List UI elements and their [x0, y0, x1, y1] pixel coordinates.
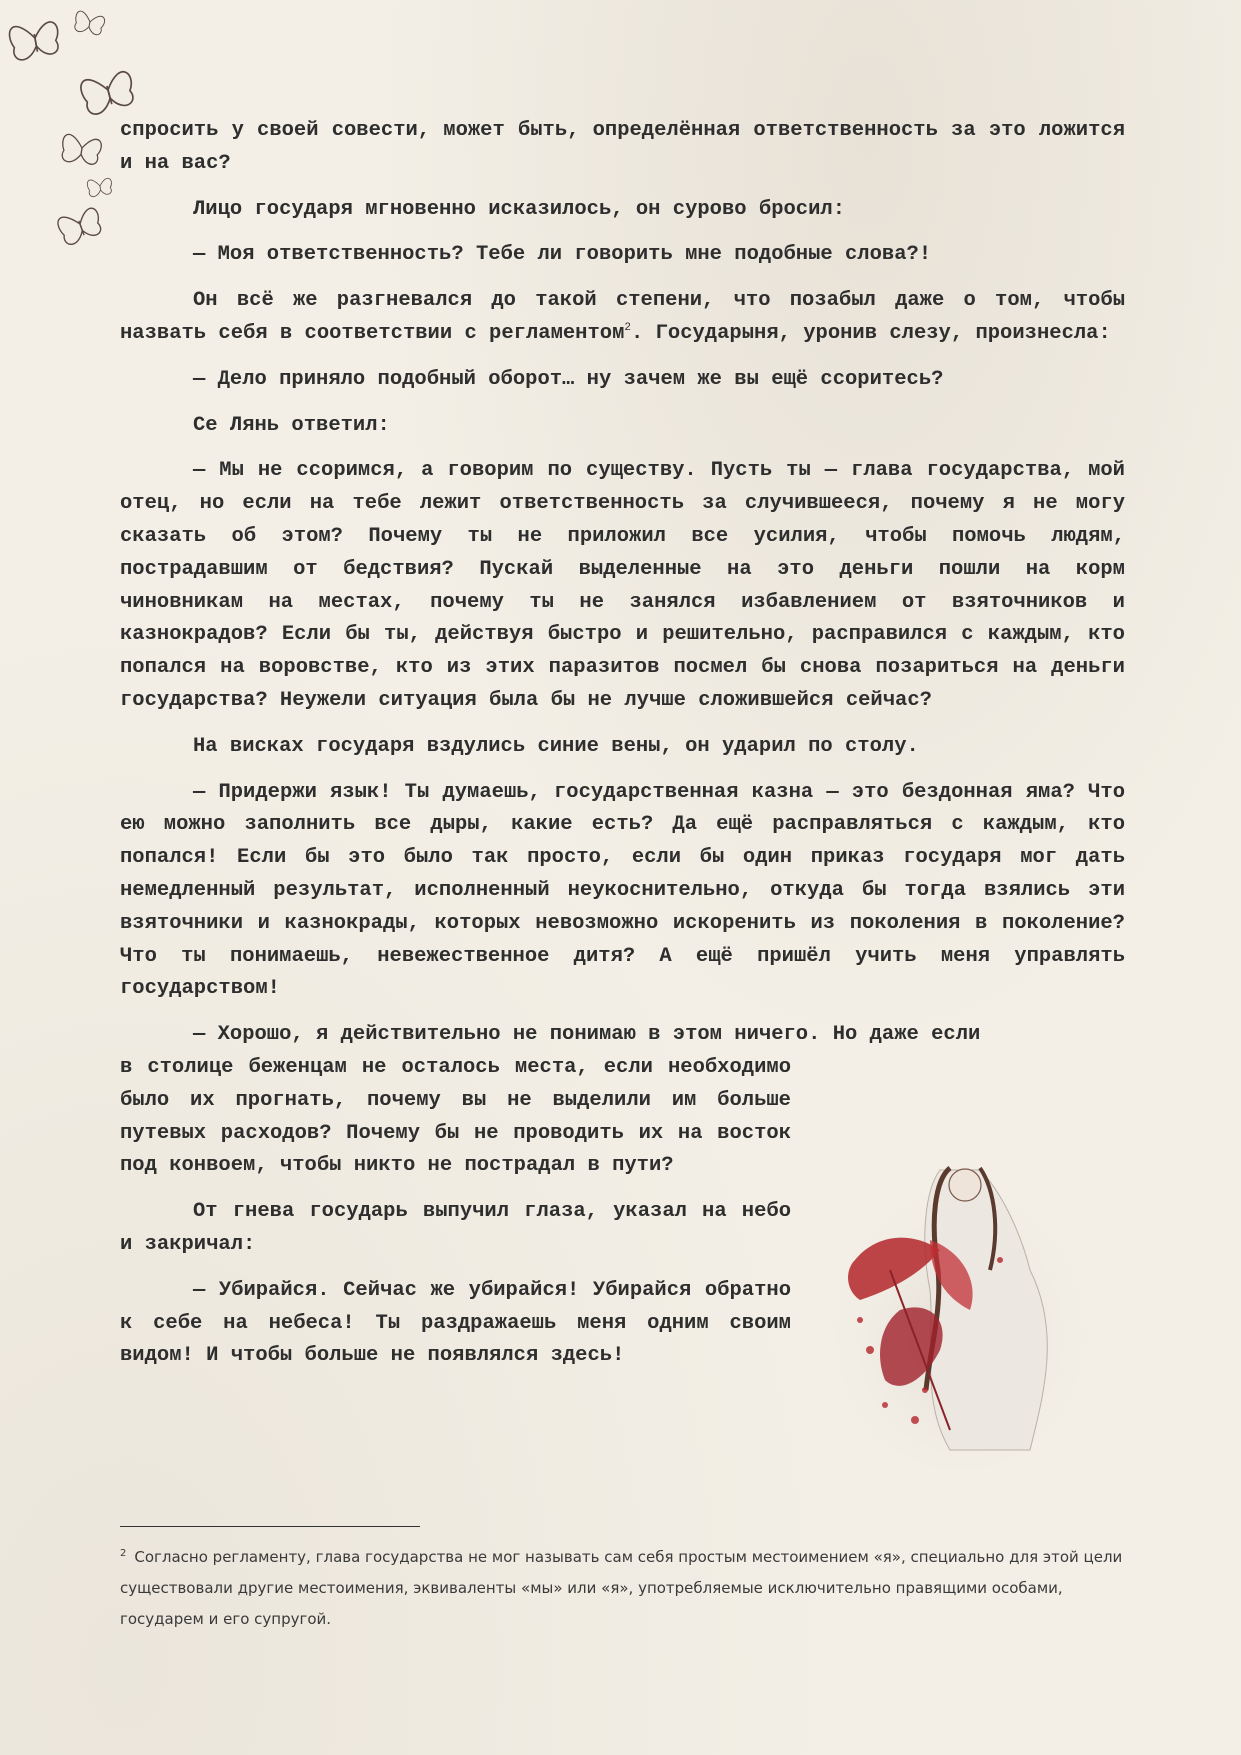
paragraph: На висках государя вздулись синие вены, он ударил по столу.	[193, 734, 919, 758]
footnote-text: Согласно регламенту, глава государства не мог называть сам себя простым местоимением «я», специально для этой цели существовали другие местоимения, эквиваленты «мы» или «я», употребляемые исключительно правящими особами, государем и его супругой.	[120, 1548, 1123, 1628]
paragraph: — Дело приняло подобный оборот… ну зачем же вы ещё ссоритесь?	[193, 367, 944, 391]
butterfly-icon	[8, 19, 62, 61]
footnote-reference[interactable]: 2	[624, 322, 631, 335]
butterfly-icon	[79, 69, 137, 117]
footnote	[120, 1542, 1125, 1635]
paragraph: Лицо государя мгновенно исказилось, он сурово бросил:	[193, 197, 846, 221]
footnote-marker: 2	[120, 1548, 127, 1559]
paragraph: От гнева государь выпучил глаза, указал на небо и закричал:	[120, 1200, 791, 1256]
butterfly-icon	[73, 10, 106, 36]
paragraph: спросить у своей совести, может быть, определённая ответственность за это ложится и на вас?	[120, 119, 1125, 175]
paragraph: Се Лянь ответил:	[193, 413, 390, 437]
butterfly-icon	[56, 205, 105, 246]
paragraph: — Мы не ссоримся, а говорим по существу. Пусть ты — глава государства, мой отец, но если на тебе лежит ответственность за случившееся, почему я не могу сказать об этом? Почему ты не приложил все усилия, чтобы помочь людям, пострадавшим от бедствия? Пускай выделенные на это деньги пошли на корм чиновникам на местах, почему ты не занялся избавлением от взяточников и казнокрадов? Если бы ты, действуя быстро и решительно, расправился с каждым, кто попался на воровстве, кто из этих паразитов посмел бы снова позариться на деньги государства? Неужели ситуация была бы не лучше сложившейся сейчас?	[120, 459, 1125, 712]
paragraph-text: . Государыня, уронив слезу, произнесла:	[631, 321, 1111, 345]
paragraph	[120, 285, 1125, 351]
footnote-divider	[120, 1526, 420, 1527]
figure-illustration	[830, 1150, 1090, 1470]
paragraph: в столице беженцам не осталось места, если необходимо было их прогнать, почему вы не выделили им больше путевых расходов? Почему бы не проводить их на восток под конвоем, чтобы никто не пострадал в пути?	[120, 1055, 791, 1178]
paragraph-text: Он всё же разгневался до такой степени, что позабыл даже о том, чтобы назвать себя в соответствии с регламентом	[120, 289, 1125, 345]
paragraph: — Придержи язык! Ты думаешь, государственная казна — это бездонная яма? Что ею можно заполнить все дыры, какие есть? Да ещё расправляться с каждым, кто попался! Если бы это было так просто, если бы один приказ государя мог дать немедленный результат, исполненный неукоснительно, откуда бы тогда взялись эти взяточники и казнокрады, которых невозможно искоренить из поколения в поколение? Что ты понимаешь, невежественное дитя? А ещё пришёл учить меня управлять государством!	[120, 780, 1125, 1001]
butterfly-icon	[87, 177, 113, 197]
paragraph: — Моя ответственность? Тебе ли говорить мне подобные слова?!	[193, 243, 932, 267]
butterfly-icon	[60, 134, 102, 166]
paragraph: — Хорошо, я действительно не понимаю в этом ничего. Но даже если	[193, 1023, 981, 1047]
paragraph: — Убирайся. Сейчас же убирайся! Убирайся обратно к себе на небеса! Ты раздражаешь меня одним своим видом! И чтобы больше не появлялся здесь!	[120, 1278, 791, 1368]
